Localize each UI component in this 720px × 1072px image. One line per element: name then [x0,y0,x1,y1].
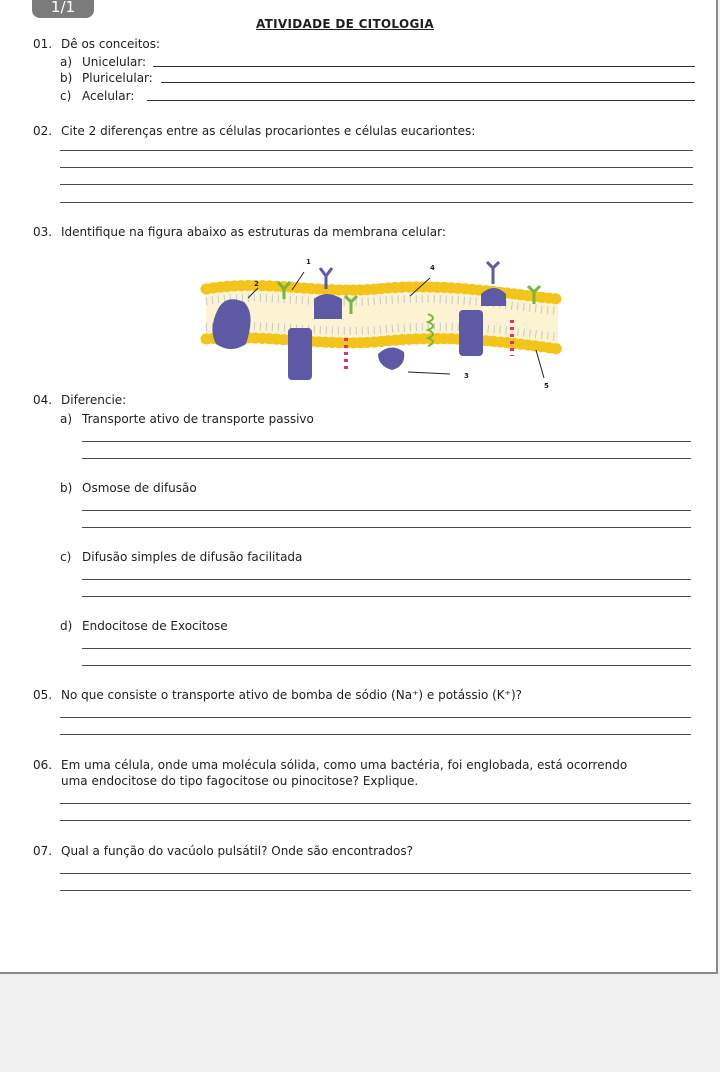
q01-b-answer-line[interactable] [161,82,695,83]
q07-answer-line-2[interactable] [60,890,691,891]
figure-label-1: 1 [306,258,311,266]
q06-answer-line-2[interactable] [60,820,691,821]
q05-number: 05. [33,688,53,702]
q04-c-answer-line-2[interactable] [82,596,691,597]
q04-a-text: Transporte ativo de transporte passivo [82,412,314,426]
q05-answer-line-1[interactable] [60,717,691,718]
figure-label-5: 5 [544,382,549,390]
q04-c-letter: c) [60,550,72,564]
q04-a-letter: a) [60,412,73,426]
cell-membrane-diagram [196,254,568,394]
q04-a-answer-line-1[interactable] [82,441,691,442]
figure-label-4: 4 [430,264,435,272]
q01-a-answer-line[interactable] [153,66,695,67]
q02-answer-line-4[interactable] [60,202,693,203]
q02-text: Cite 2 diferenças entre as células procariontes e células eucariontes: [61,124,476,138]
q01-b-label: Pluricelular: [82,71,153,85]
q01-b-letter: b) [60,71,73,85]
q04-d-letter: d) [60,619,73,633]
q01-text: Dê os conceitos: [61,37,161,51]
q06-answer-line-1[interactable] [60,803,691,804]
q05-answer-line-2[interactable] [60,734,691,735]
q04-b-letter: b) [60,481,73,495]
q07-text: Qual a função do vacúolo pulsátil? Onde são encontrados? [61,844,413,858]
q01-c-answer-line[interactable] [147,100,695,101]
page-title: ATIVIDADE DE CITOLOGIA [256,17,434,31]
q02-number: 02. [33,124,53,138]
q06-text-line-2: uma endocitose do tipo fagocitose ou pinocitose? Explique. [61,774,419,788]
q04-c-answer-line-1[interactable] [82,579,691,580]
q03-number: 03. [33,225,53,239]
q04-text: Diferencie: [61,393,127,407]
q01-a-letter: a) [60,55,73,69]
q04-b-answer-line-1[interactable] [82,510,691,511]
q04-a-answer-line-2[interactable] [82,458,691,459]
q02-answer-line-2[interactable] [60,167,693,168]
page-counter-badge: 1/1 [32,0,94,18]
q07-number: 07. [33,844,53,858]
q04-b-text: Osmose de difusão [82,481,197,495]
q04-d-text: Endocitose de Exocitose [82,619,228,633]
q02-answer-line-1[interactable] [60,150,693,151]
q04-d-answer-line-1[interactable] [82,648,691,649]
q04-d-answer-line-2[interactable] [82,665,691,666]
q04-c-text: Difusão simples de difusão facilitada [82,550,303,564]
q05-text: No que consiste o transporte ativo de bomba de sódio (Na⁺) e potássio (K⁺)? [61,688,523,702]
q07-answer-line-1[interactable] [60,873,691,874]
figure-label-3: 3 [464,372,469,380]
figure-label-2: 2 [254,280,259,288]
q03-text: Identifique na figura abaixo as estruturas da membrana celular: [61,225,446,239]
q01-number: 01. [33,37,53,51]
q04-b-answer-line-2[interactable] [82,527,691,528]
q01-c-letter: c) [60,89,72,103]
q04-number: 04. [33,393,53,407]
q01-a-label: Unicelular: [82,55,147,69]
q01-c-label: Acelular: [82,89,135,103]
q02-answer-line-3[interactable] [60,184,693,185]
q06-number: 06. [33,758,53,772]
q06-text-line-1: Em uma célula, onde uma molécula sólida, como uma bactéria, foi englobada, está ocorrendo [61,758,628,772]
